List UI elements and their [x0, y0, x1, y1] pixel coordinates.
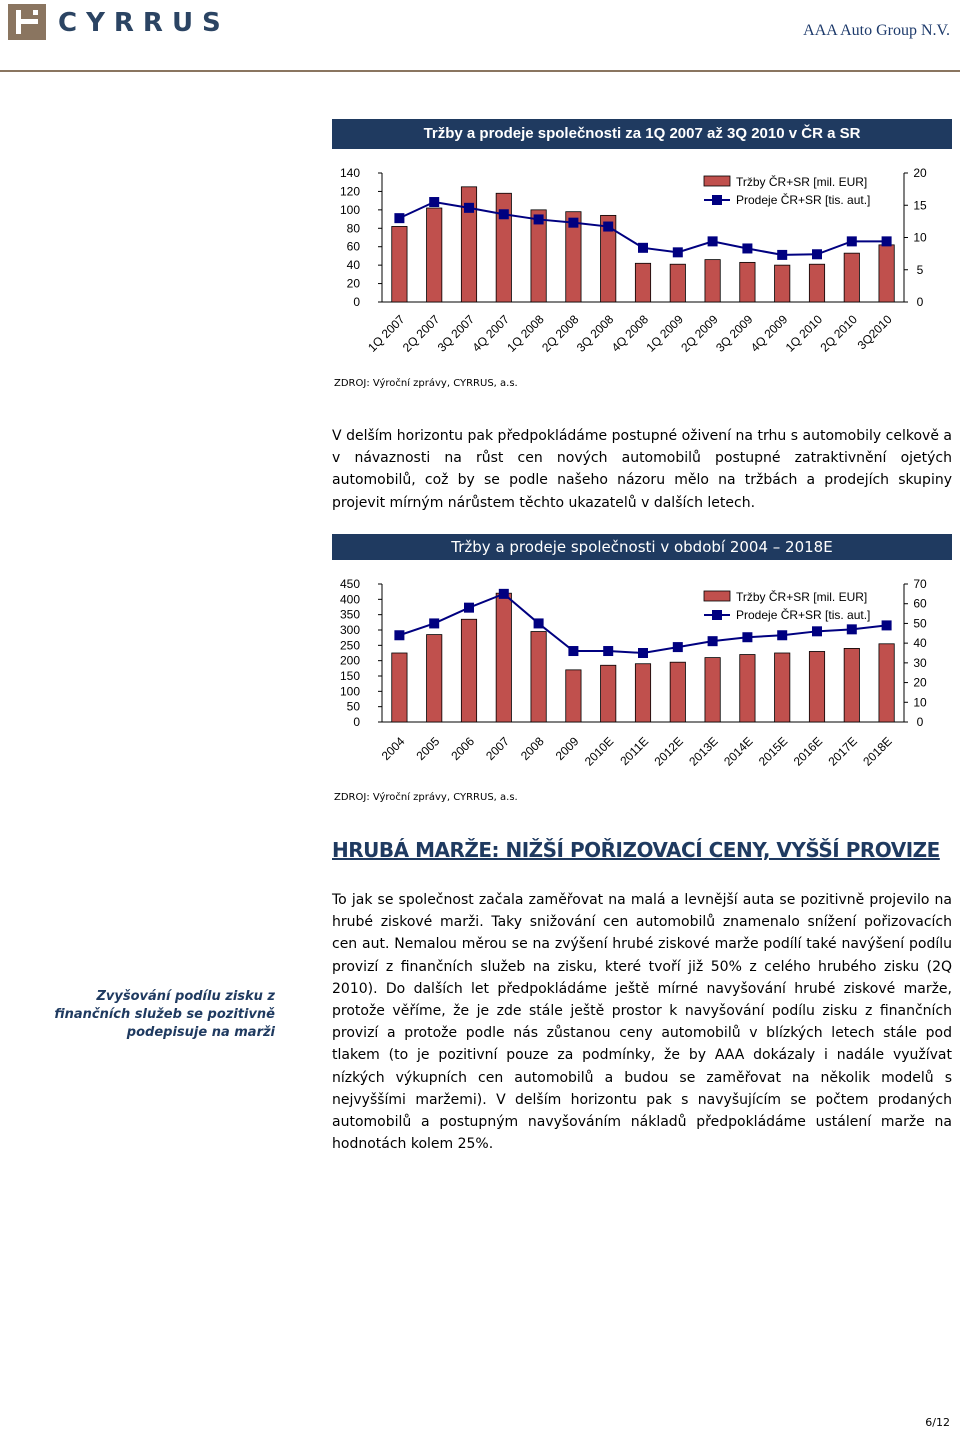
- right-tick-label: 50: [913, 616, 927, 631]
- category-label: 2004: [378, 734, 408, 764]
- bar-2006: [461, 619, 476, 722]
- bar-2014E: [740, 655, 755, 722]
- legend-label-sales: Prodeje ČR+SR [tis. aut.]: [736, 193, 871, 207]
- category-label: 2017E: [825, 734, 860, 769]
- chart1-title: Tržby a prodeje společnosti za 1Q 2007 až 3Q 2010 v ČR a SR: [332, 119, 952, 149]
- right-tick-label: 0: [916, 295, 924, 309]
- left-tick-label: 250: [339, 638, 360, 653]
- legend-bar-swatch: [704, 176, 730, 186]
- bar-2004: [392, 653, 407, 722]
- category-label: 4Q 2009: [747, 312, 791, 355]
- bar-3Q 2009: [740, 262, 755, 302]
- sales-point-2008: [534, 618, 544, 628]
- sales-point-2012E: [673, 642, 683, 652]
- sales-point-2Q 2009: [708, 236, 718, 246]
- left-tick-label: 120: [339, 184, 360, 199]
- bar-2010E: [601, 665, 616, 722]
- bar-3Q2010: [879, 245, 894, 302]
- body-paragraph-1: V delším horizontu pak předpokládáme postupné oživení na trhu s automobily celkově a v návaznosti na růst cen nových automobilů postupné zatraktivnění ojetých automobilů, což by se podle našeho názoru mělo na tržbách a prodejích skupiny projevit mírným nárůstem těchto ukazatelů v dalších letech.: [332, 428, 952, 511]
- sales-point-1Q 2009: [673, 247, 683, 257]
- legend-label-revenue: Tržby ČR+SR [mil. EUR]: [736, 175, 868, 189]
- bar-1Q 2010: [809, 264, 824, 302]
- chart2-title: Tržby a prodeje společnosti v období 2004 – 2018E: [332, 534, 952, 560]
- bar-1Q 2007: [392, 226, 407, 302]
- category-label: 1Q 2007: [365, 312, 408, 355]
- sales-point-2004: [394, 630, 404, 640]
- bar-2013E: [705, 658, 720, 722]
- sales-point-2Q 2010: [847, 236, 857, 246]
- bar-1Q 2009: [670, 264, 685, 302]
- bar-2007: [496, 593, 511, 722]
- right-tick-label: 10: [913, 695, 927, 710]
- sales-point-2010E: [603, 646, 613, 656]
- sales-point-2016E: [812, 626, 822, 636]
- bar-2017E: [844, 648, 859, 722]
- right-tick-label: 40: [913, 636, 927, 651]
- left-tick-label: 350: [339, 607, 360, 622]
- legend-bar-swatch: [704, 591, 730, 601]
- right-tick-label: 0: [916, 715, 924, 729]
- category-label: 2011E: [617, 734, 652, 769]
- sales-point-1Q 2008: [534, 214, 544, 224]
- sales-point-4Q 2009: [777, 250, 787, 260]
- chart1-source: ZDROJ: Výroční zprávy, CYRRUS, a.s.: [334, 378, 518, 389]
- sales-point-2005: [429, 618, 439, 628]
- cyrrus-logo-mark: [8, 4, 46, 40]
- sales-point-2011E: [638, 648, 648, 658]
- sales-point-3Q 2007: [464, 203, 474, 213]
- left-tick-label: 80: [346, 221, 360, 236]
- logo-glyph-icon: [8, 4, 46, 40]
- left-tick-label: 20: [346, 276, 360, 291]
- sales-point-2015E: [777, 630, 787, 640]
- left-tick-label: 140: [339, 166, 360, 180]
- category-label: 3Q 2008: [573, 312, 617, 355]
- left-tick-label: 60: [346, 239, 360, 254]
- bar-2Q 2007: [427, 208, 442, 302]
- sales-point-1Q 2007: [394, 213, 404, 223]
- left-tick-label: 50: [346, 699, 360, 714]
- quarterly-chart: [332, 155, 952, 370]
- sales-point-2007: [499, 589, 509, 599]
- bar-2Q 2009: [705, 260, 720, 302]
- bar-2016E: [809, 651, 824, 722]
- bar-4Q 2009: [775, 265, 790, 302]
- left-tick-label: 100: [339, 684, 360, 699]
- category-label: 2005: [413, 734, 443, 764]
- category-label: 2Q 2009: [678, 312, 721, 355]
- category-label: 2008: [517, 734, 547, 764]
- right-tick-label: 5: [916, 262, 924, 277]
- category-label: 1Q 2009: [643, 312, 686, 355]
- left-tick-label: 450: [339, 577, 360, 591]
- bar-2Q 2010: [844, 253, 859, 302]
- bar-2005: [427, 635, 442, 722]
- category-label: 2010E: [581, 734, 617, 769]
- category-label: 3Q2010: [854, 312, 895, 353]
- company-name: AAA Auto Group N.V.: [803, 22, 950, 39]
- category-label: 2Q 2007: [399, 312, 443, 355]
- section-heading: HRUBÁ MARŽE: NIŽŠÍ POŘIZOVACÍ CENY, VYŠŠÍ PROVIZE: [332, 838, 940, 862]
- category-label: 2Q 2008: [539, 312, 582, 355]
- legend-line-marker: [712, 195, 722, 205]
- sales-point-3Q2010: [882, 236, 892, 246]
- header-divider: [0, 70, 960, 72]
- left-tick-label: 40: [346, 258, 360, 273]
- sales-point-4Q 2007: [499, 209, 509, 219]
- right-tick-label: 70: [913, 577, 927, 591]
- right-tick-label: 15: [913, 198, 927, 213]
- category-label: 4Q 2007: [469, 312, 512, 355]
- category-label: 2016E: [790, 734, 826, 769]
- page-number: 6/12: [925, 1416, 950, 1429]
- side-note: Zvyšování podílu zisku z finančních služeb se pozitivně podepisuje na marži: [54, 989, 275, 1040]
- category-label: 2015E: [755, 734, 791, 769]
- sales-point-4Q 2008: [638, 243, 648, 253]
- category-label: 2006: [448, 734, 478, 764]
- left-tick-label: 0: [353, 295, 360, 309]
- right-tick-label: 20: [913, 166, 927, 180]
- bar-2008: [531, 632, 546, 722]
- sales-point-2018E: [882, 620, 892, 630]
- logo-text: CYRRUS: [58, 8, 230, 38]
- category-label: 2007: [483, 734, 512, 764]
- bar-2011E: [635, 664, 650, 722]
- bar-2018E: [879, 644, 894, 722]
- bar-2009: [566, 670, 581, 722]
- bar-2012E: [670, 662, 685, 722]
- body-paragraph-2: To jak se společnost začala zaměřovat na malá a levnější auta se pozitivně projevilo na hrubé ziskové marži. Taky snižování cen automobilů znamenalo snížení pořizovacích cen aut. Nemalou měrou se na zvýšení hrubé ziskové marže podílí také navýšení podílu provizí z finančních služeb na zisku, které tvoří již 50% z celého hrubého zisku (2Q 2010). Do dalších let předpokládáme ještě mírné navyšování hrubé ziskové marže, protože věříme, že je zde stále ještě prostor k navyšování podílu zisku z finančních provizí a protože podle nás zůstanou ceny automobilů v blízkých letech stále pod tlakem (to je pozitivní pouze za podmínky, že by AAA dokázaly i nadále využívat nízkých výkupních cen automobilů a budou se zaměřovat na několik modelů s nejvyššími maržemi). V delším horizontu pak s navyšujícím se počtem prodaných automobilů a postupným navyšováním nákladů předpokládáme ustálení marže na hodnotách kolem 25%.: [332, 892, 952, 1153]
- category-label: 2Q 2010: [817, 312, 860, 355]
- sales-point-2006: [464, 603, 474, 613]
- sales-point-2013E: [708, 636, 718, 646]
- sales-point-2017E: [847, 624, 857, 634]
- right-tick-label: 30: [913, 655, 927, 670]
- left-tick-label: 0: [353, 715, 360, 729]
- left-tick-label: 400: [339, 592, 360, 607]
- sales-point-2014E: [742, 632, 752, 642]
- legend-line-marker: [712, 610, 722, 620]
- annual-chart: [332, 566, 952, 780]
- left-tick-label: 300: [339, 623, 360, 637]
- category-label: 1Q 2008: [504, 312, 547, 355]
- category-label: 1Q 2010: [782, 312, 826, 355]
- category-label: 3Q 2009: [713, 312, 756, 355]
- category-label: 2018E: [860, 734, 895, 769]
- bar-2015E: [775, 653, 790, 722]
- category-label: 2013E: [686, 734, 721, 769]
- sales-point-3Q 2009: [742, 243, 752, 253]
- right-tick-label: 10: [913, 230, 927, 245]
- sales-point-1Q 2010: [812, 249, 822, 259]
- left-tick-label: 100: [339, 202, 360, 217]
- bar-4Q 2008: [635, 263, 650, 302]
- legend-label-sales: Prodeje ČR+SR [tis. aut.]: [736, 608, 871, 622]
- left-tick-label: 200: [339, 653, 360, 668]
- left-tick-label: 150: [339, 669, 360, 683]
- category-label: 4Q 2008: [608, 312, 652, 355]
- sales-point-2Q 2008: [568, 218, 578, 228]
- sales-point-3Q 2008: [603, 222, 613, 232]
- category-label: 2012E: [651, 734, 686, 769]
- sales-point-2Q 2007: [429, 197, 439, 207]
- legend-label-revenue: Tržby ČR+SR [mil. EUR]: [736, 590, 868, 604]
- chart2-source: ZDROJ: Výroční zprávy, CYRRUS, a.s.: [334, 792, 518, 803]
- right-tick-label: 60: [913, 596, 927, 611]
- category-label: 3Q 2007: [434, 312, 478, 355]
- right-tick-label: 20: [913, 675, 927, 690]
- sales-point-2009: [568, 646, 578, 656]
- category-label: 2009: [552, 734, 582, 764]
- category-label: 2014E: [721, 734, 756, 769]
